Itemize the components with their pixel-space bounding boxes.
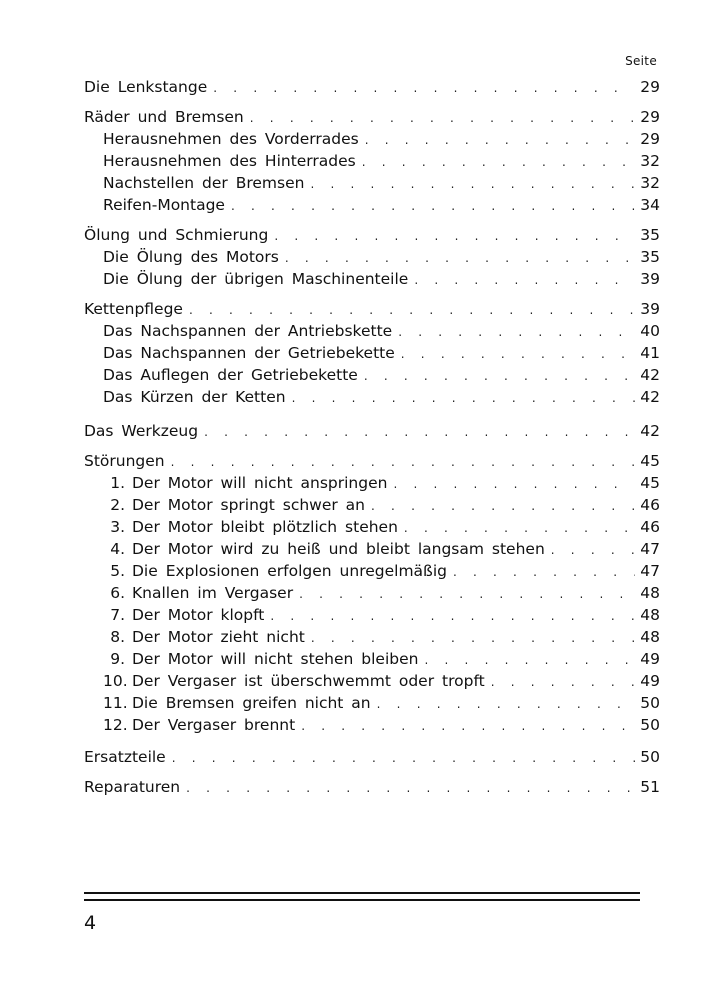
toc-entry-label (84, 776, 180, 798)
toc-entry-label (103, 268, 408, 290)
dot-leader (186, 777, 635, 799)
toc-entry-number: 9. (110, 650, 125, 668)
toc-entry-label (103, 320, 392, 342)
toc-entry-text: Ölung und Schmierung (84, 226, 269, 244)
dot-leader (377, 693, 635, 715)
toc-entry-page: 45 (640, 452, 660, 470)
toc-entry-text: Der Vergaser brennt (132, 716, 296, 734)
toc-entry (84, 420, 660, 442)
toc-entry-number: 6. (110, 584, 125, 602)
toc-entry-text: Die Ölung der übrigen Maschinenteile (103, 270, 409, 288)
toc-entry-label (103, 342, 395, 364)
dot-leader (371, 495, 635, 517)
toc-entry-text: Das Kürzen der Ketten (103, 388, 286, 406)
toc-entry (103, 320, 660, 342)
toc-entry (84, 106, 660, 128)
toc-entry-text: Herausnehmen des Vorderrades (103, 130, 359, 148)
toc-entry-number: 3. (110, 518, 125, 536)
dot-leader (301, 715, 635, 737)
toc-entry-page: 39 (640, 270, 660, 288)
toc-entry-number: 2. (110, 496, 125, 514)
dot-leader (189, 299, 635, 321)
toc-entry-label (103, 670, 485, 692)
dot-leader (365, 129, 635, 151)
toc-entry-text: Der Motor wird zu heiß und bleibt langsam stehen (132, 540, 545, 558)
toc-entry-label (103, 516, 398, 538)
toc-entry-text: Der Motor springt schwer an (132, 496, 366, 514)
toc-entry-page: 47 (640, 562, 660, 580)
toc-entry-page: 49 (640, 672, 660, 690)
toc-entry-label (103, 604, 264, 626)
toc-entry-page: 49 (640, 650, 660, 668)
dot-leader (424, 649, 635, 671)
toc-entry-label (103, 714, 295, 736)
dot-leader (491, 671, 635, 693)
toc-entry-page: 50 (640, 716, 660, 734)
dot-leader (250, 107, 635, 129)
toc-entry (103, 472, 660, 494)
toc-entry-label (84, 746, 166, 768)
toc-entry (103, 604, 660, 626)
toc-entry-number: 8. (110, 628, 125, 646)
toc-entry-page: 35 (640, 226, 660, 244)
toc-entry-label (103, 494, 365, 516)
toc-entry-page: 32 (640, 174, 660, 192)
toc-entry-page: 48 (640, 606, 660, 624)
toc-entry-page: 42 (640, 366, 660, 384)
toc-entry (103, 172, 660, 194)
toc-entry-label (84, 224, 268, 246)
dot-leader (404, 517, 635, 539)
toc-entry-text: Die Ölung des Motors (103, 248, 279, 266)
toc-entry-label (103, 472, 387, 494)
toc-entry-label (103, 538, 545, 560)
toc-entry-label (103, 386, 286, 408)
dot-leader (292, 387, 635, 409)
toc-entry (84, 776, 660, 798)
toc-entry-text: Der Motor will nicht anspringen (132, 474, 388, 492)
dot-leader (453, 561, 635, 583)
dot-leader (362, 151, 635, 173)
toc-entry (103, 150, 660, 172)
toc-entry-page: 50 (640, 748, 660, 766)
toc-entry (103, 582, 660, 604)
dot-leader (364, 365, 635, 387)
toc-entry-page: 34 (640, 196, 660, 214)
toc-entry-label (103, 364, 358, 386)
dot-leader (231, 195, 635, 217)
toc-entry (103, 692, 660, 714)
toc-entry-page: 42 (640, 422, 660, 440)
toc-entry-page: 42 (640, 388, 660, 406)
toc-entry-number: 10. (103, 672, 128, 690)
toc-entry-text: Nachstellen der Bremsen (103, 174, 305, 192)
toc-entry-text: Das Nachspannen der Antriebskette (103, 322, 393, 340)
dot-leader (299, 583, 635, 605)
toc-entry-text: Die Bremsen greifen nicht an (132, 694, 371, 712)
dot-leader (270, 605, 635, 627)
toc-entry-label (103, 246, 279, 268)
toc-entry-text: Das Werkzeug (84, 422, 199, 440)
toc-entry (103, 516, 660, 538)
footer-rule-top (84, 892, 640, 894)
toc-entry-page: 29 (640, 78, 660, 96)
toc-entry-label (84, 298, 183, 320)
toc-entry-page: 35 (640, 248, 660, 266)
toc-entry-text: Das Auflegen der Getriebekette (103, 366, 358, 384)
toc-entry (84, 224, 660, 246)
toc-entry (84, 298, 660, 320)
toc-entry-text: Die Lenkstange (84, 78, 208, 96)
toc-entry-text: Störungen (84, 452, 165, 470)
dot-leader (311, 627, 635, 649)
toc-entry-text: Knallen im Vergaser (132, 584, 294, 602)
toc-entry (84, 450, 660, 472)
toc-entry-label (103, 648, 418, 670)
toc-entry-number: 11. (103, 694, 128, 712)
toc-entry-text: Kettenpflege (84, 300, 183, 318)
toc-entry-page: 48 (640, 584, 660, 602)
dot-leader (401, 343, 635, 365)
toc-entry-label (103, 626, 305, 648)
dot-leader (414, 269, 635, 291)
toc-entry-text: Ersatzteile (84, 748, 166, 766)
toc-entry-label (84, 420, 198, 442)
toc-entry-text: Das Nachspannen der Getriebekette (103, 344, 395, 362)
dot-leader (213, 77, 635, 99)
toc-entry-number: 4. (110, 540, 125, 558)
toc-entry-label (103, 692, 371, 714)
toc-entry-page: 45 (640, 474, 660, 492)
toc-entry-number: 1. (110, 474, 125, 492)
toc-entry-label (103, 172, 304, 194)
toc-entry-text: Räder und Bremsen (84, 108, 244, 126)
toc-entry (103, 194, 660, 216)
toc-entry-page: 32 (640, 152, 660, 170)
toc-entry-number: 7. (110, 606, 125, 624)
toc-entry-text: Der Motor bleibt plötzlich stehen (132, 518, 398, 536)
toc-entry (103, 268, 660, 290)
toc-entry-text: Reifen-Montage (103, 196, 225, 214)
toc-entry-number: 12. (103, 716, 128, 734)
toc-entry-page: 50 (640, 694, 660, 712)
toc-entry (103, 494, 660, 516)
toc-entry-text: Der Motor zieht nicht (132, 628, 305, 646)
toc-entry-label (84, 106, 244, 128)
dot-leader (172, 747, 635, 769)
toc-entry (103, 648, 660, 670)
dot-leader (551, 539, 635, 561)
toc-entry-text: Reparaturen (84, 778, 181, 796)
dot-leader (393, 473, 635, 495)
toc-entry-text: Der Motor will nicht stehen bleiben (132, 650, 419, 668)
dot-leader (398, 321, 635, 343)
toc-entry (84, 76, 660, 98)
toc-entry-label (103, 128, 359, 150)
dot-leader (285, 247, 635, 269)
page-column-label: Seite (625, 54, 657, 68)
toc-entry (103, 560, 660, 582)
dot-leader (310, 173, 635, 195)
toc-entry (103, 342, 660, 364)
toc-entry-page: 29 (640, 130, 660, 148)
toc-entry-text: Der Motor klopft (132, 606, 265, 624)
toc-entry-label (84, 76, 207, 98)
toc-entry-page: 48 (640, 628, 660, 646)
toc-entry-label (84, 450, 165, 472)
toc-entry-label (103, 560, 447, 582)
toc-entry-number: 5. (110, 562, 125, 580)
toc-entry (103, 538, 660, 560)
toc-entry (103, 626, 660, 648)
toc-entry (103, 670, 660, 692)
toc-entry-text: Herausnehmen des Hinterrades (103, 152, 356, 170)
dot-leader (204, 421, 635, 443)
toc-entry-page: 40 (640, 322, 660, 340)
footer-rule-bottom (84, 899, 640, 901)
toc-entry (103, 386, 660, 408)
toc-entry (103, 246, 660, 268)
toc-entry-page: 41 (640, 344, 660, 362)
toc-entry-label (103, 582, 293, 604)
page-number: 4 (84, 912, 97, 934)
toc-entry-label (103, 150, 356, 172)
toc-entry-text: Der Vergaser ist überschwemmt oder tropft (132, 672, 485, 690)
toc-entry (103, 364, 660, 386)
dot-leader (171, 451, 635, 473)
toc-entry-page: 46 (640, 518, 660, 536)
toc-entry-page: 51 (640, 778, 660, 796)
toc-entry-label (103, 194, 225, 216)
toc-entry-page: 29 (640, 108, 660, 126)
dot-leader (274, 225, 635, 247)
toc-entry-page: 46 (640, 496, 660, 514)
toc-entry-text: Die Explosionen erfolgen unregelmäßig (132, 562, 447, 580)
toc-entry (103, 128, 660, 150)
toc-entry-page: 39 (640, 300, 660, 318)
toc-entry (84, 746, 660, 768)
toc-entry-page: 47 (640, 540, 660, 558)
toc-entry (103, 714, 660, 736)
